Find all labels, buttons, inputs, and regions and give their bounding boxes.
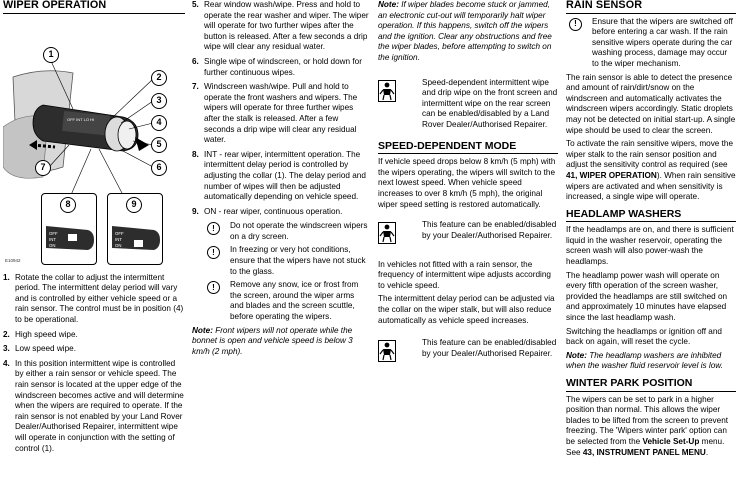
- warning-dry-screen: ! Do not operate the windscreen wipers on a dry screen.: [204, 221, 370, 242]
- column-wiper-steps: [192, 0, 370, 360]
- ref-wiper-operation[interactable]: 41, WIPER OPERATION: [566, 170, 657, 180]
- rain-sensor-activate: To activate the rain sensitive wipers, move the wiper stalk to the rain sensor position and adjust the sensitivity control as required (see 41, WIPER OPERATION). When rain sensitive wipers are activated and when sensitivity is increased, a single wipe will operate.: [566, 139, 736, 202]
- callout-6: 6: [151, 160, 167, 176]
- illustration-code: E10942: [5, 258, 21, 263]
- svg-text:OFF INT LO HI: OFF INT LO HI: [67, 116, 95, 122]
- section-title-wiper-operation: WIPER OPERATION: [3, 0, 185, 14]
- warning-freezing: ! In freezing or very hot conditions, ensure that the wipers have not stuck to the glass.: [204, 245, 370, 277]
- technician-icon: [378, 222, 396, 244]
- headlamp-text-2: The headlamp power wash will operate on every fifth operation of the screen washer, provided the headlamps are still switched on and approximately 10 minutes have elapsed since the last headlamp wash.: [566, 270, 728, 323]
- step-1: 1. Rotate the collar to adjust the intermittent period. The intermittent delay period will vary and is controlled by either vehicle speed or a rain sensor. The control must be in position (4) to be operational.: [3, 272, 184, 324]
- section-title-headlamp-washers: HEADLAMP WASHERS: [566, 209, 736, 223]
- step-9: 9. ON - rear wiper, continuous operation.: [192, 206, 343, 216]
- delay-adjust-text: The intermittent delay period can be adjusted via the collar on the wiper stalk, but will also reduce automatically as vehicle speed increases.: [378, 294, 555, 325]
- lever-label-on-2: ON: [115, 242, 122, 248]
- column-rain-headlamp-winter: [566, 0, 736, 461]
- inset-9-drawing: [108, 194, 162, 264]
- callout-4: 4: [151, 115, 167, 131]
- section-title-speed-mode: SPEED-DEPENDENT MODE: [378, 141, 558, 155]
- callout-2: 2: [151, 70, 167, 86]
- callout-8: 8: [60, 197, 76, 213]
- warning-icon: !: [207, 222, 220, 235]
- step-5: 5. Rear window wash/wipe. Press and hold to operate the rear washer and wiper. The wiper will operate for two further wipes after the button is released. After a few seconds a drip wipe will clear any residual water.: [192, 0, 369, 52]
- rain-sensor-absent-text: In vehicles not fitted with a rain sensor, the frequency of intermittent wipe adjusts according to vehicle speed.: [378, 259, 551, 290]
- headlamp-text-1: If the headlamps are on, and there is sufficient liquid in the washer reservoir, operating the screen wash will also power-wash the headlamps.: [566, 225, 734, 267]
- callout-1: 1: [43, 47, 59, 63]
- inset-rear-on: [107, 193, 163, 265]
- dealer-note-2: This feature can be enabled/disabled by your Dealer/Authorised Repairer.: [378, 220, 558, 248]
- inset-8-drawing: [42, 194, 96, 264]
- section-title-rain-sensor: RAIN SENSOR: [566, 0, 736, 14]
- warning-car-wash: ! Ensure that the wipers are switched off before entering a car wash. If the rain sensitive wipers operate during the car washing process, damage may occur to the wiper mechanism.: [566, 17, 736, 70]
- steps-list-1: [3, 273, 185, 455]
- lever-label-off-2: OFF: [115, 230, 124, 236]
- column-wiper-operation: [3, 0, 185, 458]
- warning-icon: !: [207, 246, 220, 259]
- note-bonnet: Note: Front wipers will not operate while the bonnet is open and vehicle speed is below 3 km/h (2 mph).: [192, 325, 353, 356]
- step-2: 2. High speed wipe.: [3, 329, 78, 339]
- ref-vehicle-setup[interactable]: Vehicle Set-Up: [642, 436, 700, 446]
- step-4: 4. In this position intermittent wipe is controlled by either a rain sensor or vehicle speed. The rain sensor is located at the upper edge of the windscreen becomes active and will determine when the wipers are required to operate. If the rain sensor is not enabled by your Land Rover Dealer/Authorised Repairer, intermittent wipe will operate in conjunction with the setting of control (1).: [3, 358, 184, 453]
- rain-sensor-description: The rain sensor is able to detect the presence and amount of rain/dirt/snow on the windscreen and automatically activates the windscreen wipers accordingly. Static droplets may not be detected on initial start-up. A single wipe should be used to clear the screen.: [566, 72, 736, 135]
- lever-label-int: INT: [49, 236, 56, 242]
- dealer-note-1: Speed-dependent intermittent wipe and drip wipe on the front screen and intermittent wipe on the rear screen can be enabled/disabled by a Land Rover Dealer/Authorised Repairer.: [378, 78, 558, 131]
- callout-3: 3: [151, 93, 167, 109]
- steps-list-2: [192, 0, 370, 217]
- callout-7: 7: [35, 160, 51, 176]
- step-7: 7. Windscreen wash/wipe. Pull and hold to operate the front washers and wipers. The wipers will operate for three further wipes after the stalk is released. After a few seconds a drip wipe will clear any residual water.: [192, 82, 358, 145]
- winter-park-text: The wipers can be set to park in a higher position than normal. This allows the wiper blades to be lifted from the screen to prevent freezing. The 'Wipers winter park' option can be selected from the Vehicle Set-Up menu. See 43, INSTRUMENT PANEL MENU.: [566, 394, 729, 457]
- callout-5: 5: [151, 137, 167, 153]
- lever-label-int-2: INT: [115, 236, 122, 242]
- wiper-stalk-illustration: [3, 17, 185, 269]
- column-speed-mode: [378, 0, 558, 370]
- ref-instrument-panel-menu[interactable]: 43, INSTRUMENT PANEL MENU: [582, 447, 706, 457]
- lever-label-on: ON: [49, 242, 56, 248]
- callout-9: 9: [126, 197, 142, 213]
- headlamp-text-3: Switching the headlamps or ignition off and back on again, will reset the cycle.: [566, 326, 722, 347]
- technician-icon: [378, 340, 396, 362]
- lever-label-off: OFF: [49, 230, 58, 236]
- warning-icon: !: [207, 281, 220, 294]
- inset-rear-int: [41, 193, 97, 265]
- dealer-note-3: This feature can be enabled/disabled by your Dealer/Authorised Repairer.: [378, 338, 558, 366]
- section-title-winter-park: WINTER PARK POSITION: [566, 378, 736, 392]
- technician-icon: [378, 80, 396, 102]
- step-6: 6. Single wipe of windscreen, or hold down for further continuous wipes.: [192, 56, 362, 77]
- note-jammed-blades: Note: If wiper blades become stuck or jammed, an electronic cut-out will temporarily halt wiper operation. If this happens, switch off the wipers and the ignition. Clear any obstructions and free the wiper blades, before attempting to switch on the ignition.: [378, 0, 552, 62]
- step-8: 8. INT - rear wiper, intermittent operation. The intermittent delay period is controlled by adjusting the collar (1). The delay period and number of wipes will then be adjusted automatically depending on vehicle speed.: [192, 149, 366, 202]
- note-headlamp-inhibited: Note: The headlamp washers are inhibited when the washer fluid reservoir level is low.: [566, 350, 723, 371]
- warning-snow-ice: ! Remove any snow, ice or frost from the screen, around the wiper arms and blades and the screen scuttle, before operating the wipers.: [204, 280, 370, 322]
- warning-icon: !: [569, 18, 582, 31]
- step-3: 3. Low speed wipe.: [3, 344, 76, 354]
- speed-mode-text: If vehicle speed drops below 8 km/h (5 mph) with the wipers operating, the wipers will switch to the next lowest speed. When vehicle speed increases to over 8 km/h (5 mph), the original wiper speed setting is restored automatically.: [378, 157, 556, 209]
